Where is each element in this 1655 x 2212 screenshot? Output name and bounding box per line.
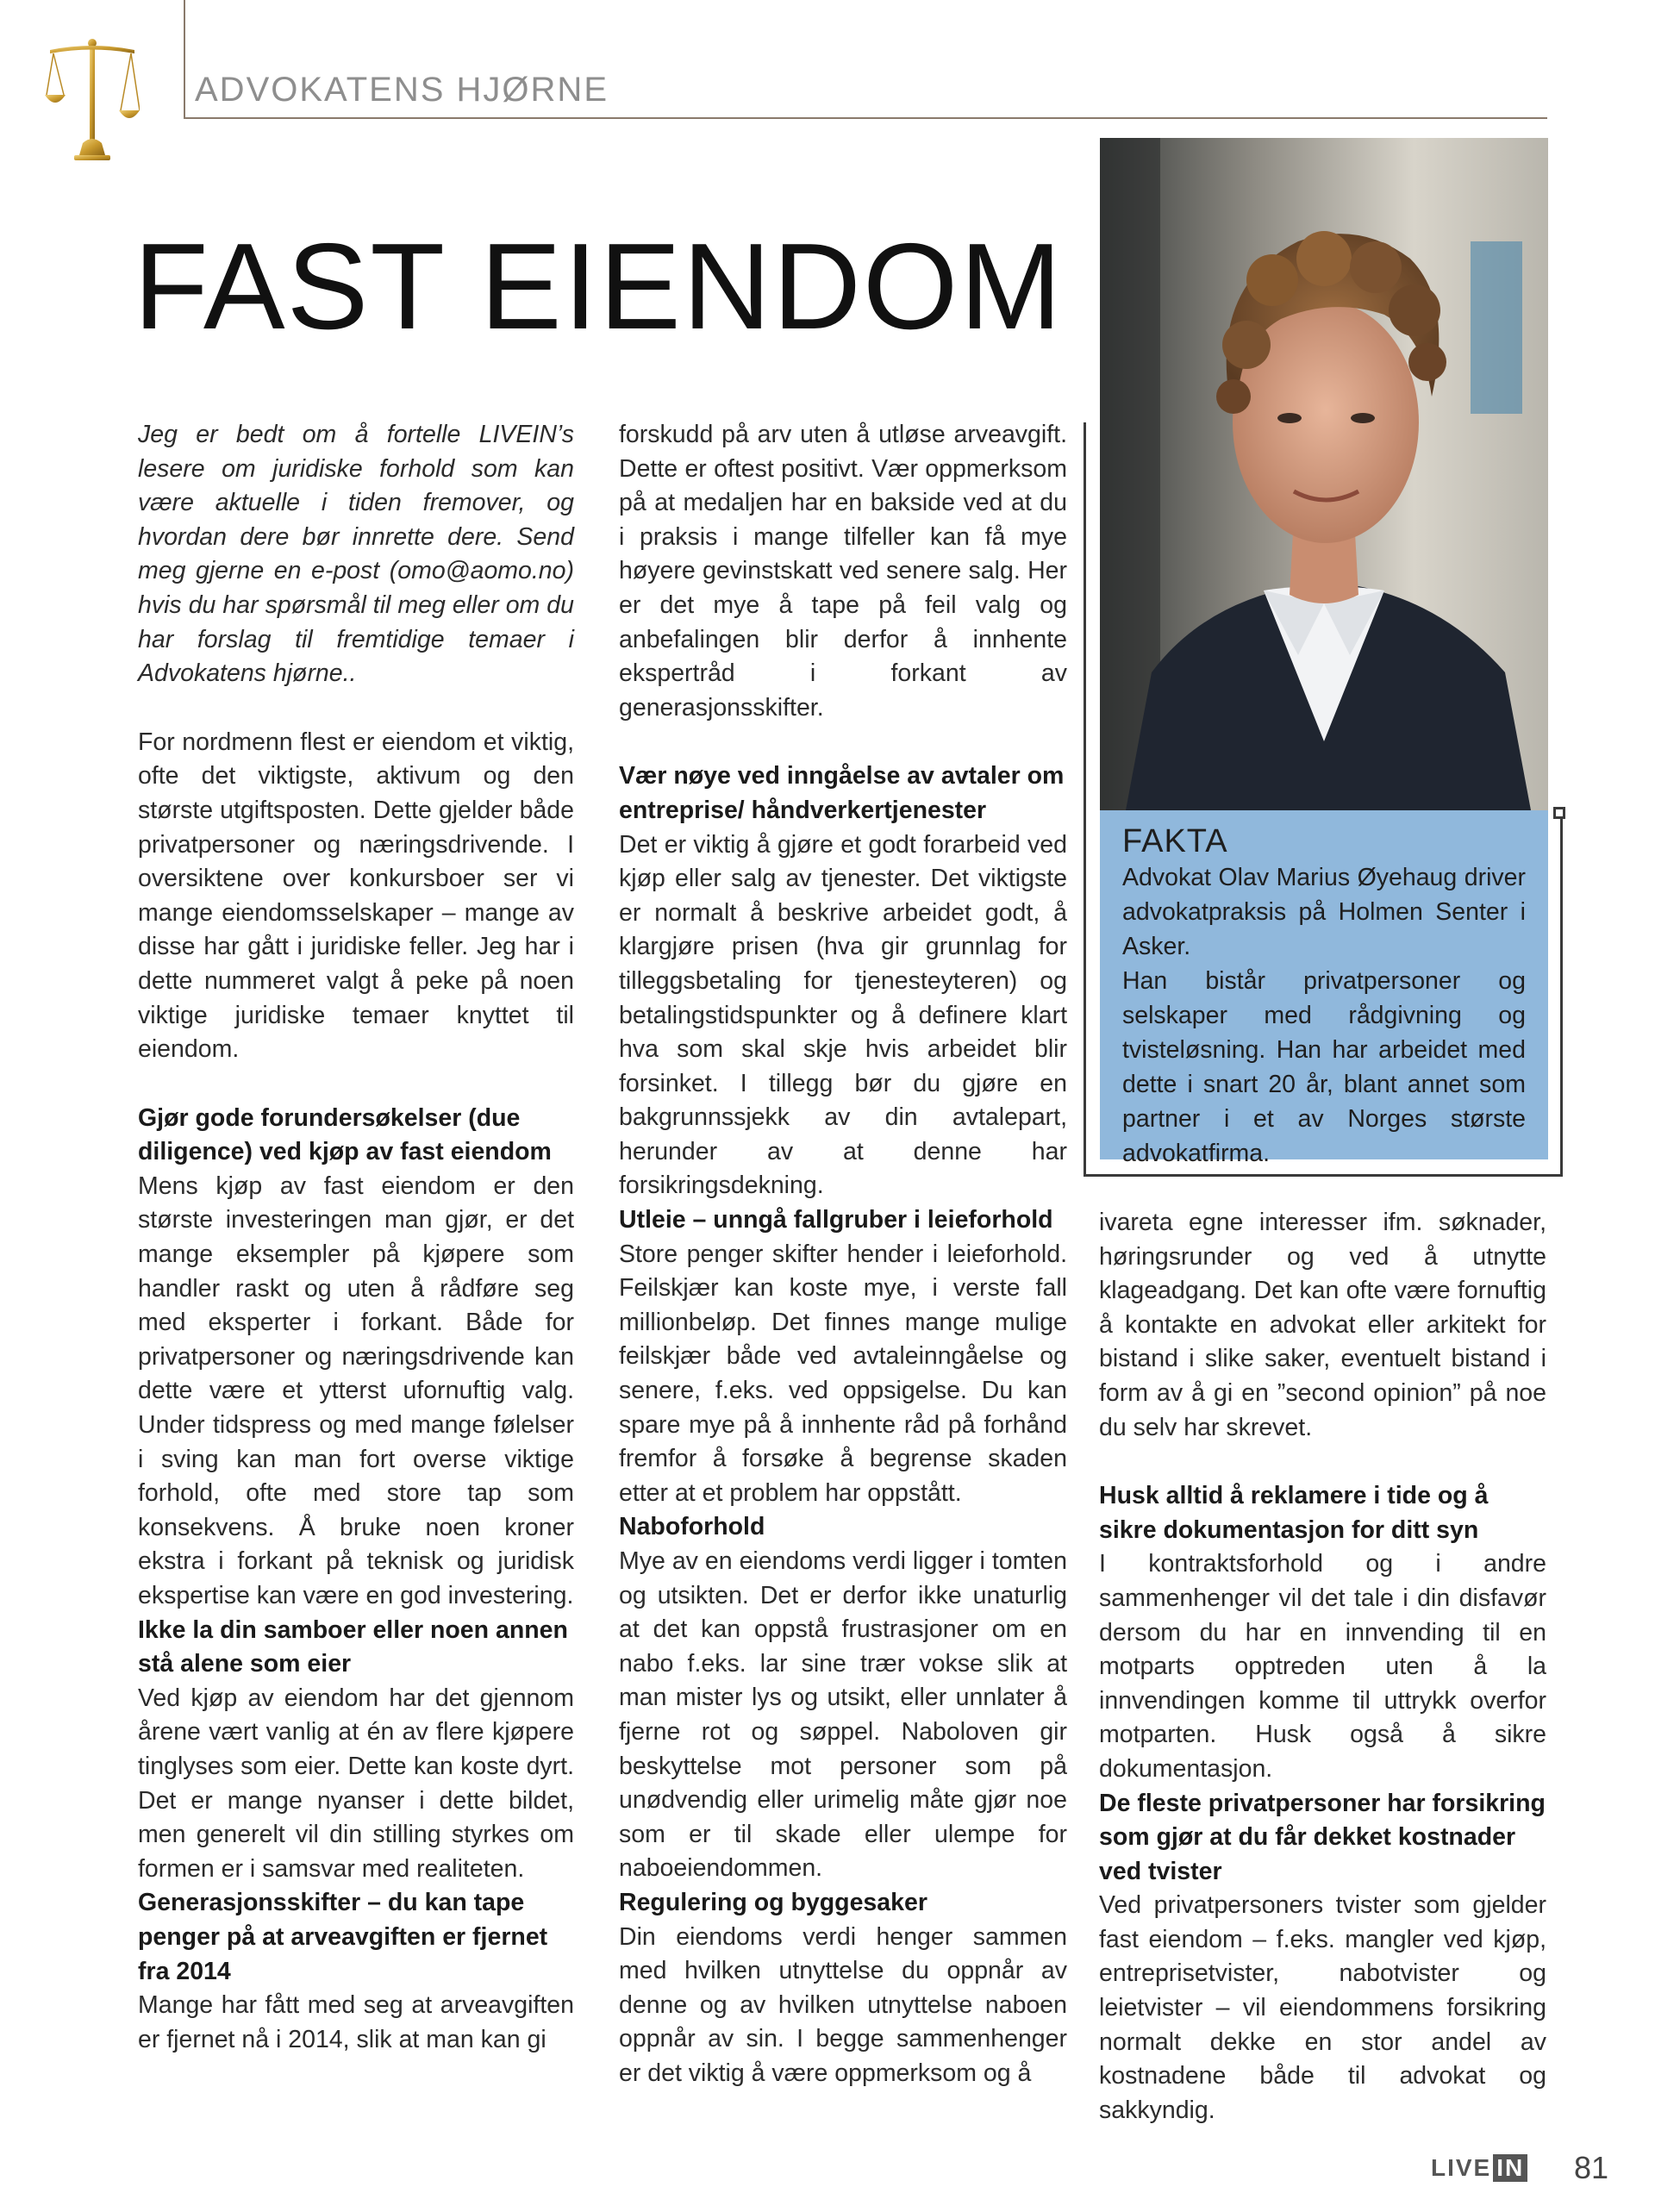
fakta-text: [1122, 860, 1526, 1171]
paragraph: For nordmenn flest er eiendom et viktig, ofte det viktigste, aktivum og den største utgiftsposten. Dette gjelder både privatpersoner og næringsdrivende. I oversiktene over konkursboer ser vi mange eiendomsselskaper – mange av disse har gått i juridiske feller. Jeg har i dette nummeret valgt å peke på noen viktige juridiske temaer knyttet til eiendom.: [138, 728, 574, 1064]
paragraph: Det er viktig å gjøre et godt forarbeid ved kjøp eller salg av tjenester. Det viktigste er normalt å beskrive arbeidet godt, å klargjøre prisen (hva gir grunnlag for tilleggsbetaling for tjenesteyteren) og betalingstidspunkter og å definere klart hva som skal skje hvis arbeidet blir forsinket. I tillegg bør du gjøre en bakgrunnssjekk av din avtalepart, herunder av at denne har forsikringsdekning.: [619, 830, 1067, 1200]
paragraph: Ved privatpersoners tvister som gjelder fast eiendom – f.eks. mangler ved kjøp, entreprisetvister, nabotvister og leietvister – vil eiendommens forsikring normalt dekke en stor andel av kostnadene både til advokat og sakkyndig.: [1099, 1891, 1546, 2124]
article-title: FAST EIENDOM: [134, 218, 1064, 355]
fakta-paragraph: Han bistår privatpersoner og selskaper med rådgivning og tvisteløsning. Han har arbeidet med dette i snart 20 år, blant annet som partner i et av Norges største advokatfirma.: [1122, 967, 1526, 1167]
paragraph: Store penger skifter hender i leieforhold. Feilskjær kan koste mye, i verste fall millionbeløp. Det finnes mange mulige feilskjær både ved avtaleinngåelse og senere, f.eks. ved oppsigelse. Du kan spare mye på å innhente råd på forhånd fremfor å forsøke å begrense skaden etter at et problem har oppstått.: [619, 1240, 1067, 1507]
bracket-corner-marker: [1553, 807, 1565, 819]
page-number: 81: [1574, 2150, 1609, 2185]
paragraph: Mens kjøp av fast eiendom er den største investeringen man gjør, er det mange eksempler på kjøpere som handler raskt og uten å rådføre seg med eksperter i forkant. Både for privatpersoner og næringsdrivende kan dette være et ytterst ufornuftig valg. Under tidspress og med mange følelser i sving kan man fort overse viktige forhold, ofte med store tap som konsekvens. Å bruke noen kroner ekstra i forkant på teknisk og juridisk ekspertise kan være en god investering.: [138, 1172, 574, 1609]
logo-live: LIVE: [1431, 2154, 1492, 2181]
paragraph: I kontraktsforhold og i andre sammenhenger vil det tale i din disfavør dersom du har en innvending til en motparts opptreden uten å la innvendingen komme til uttrykk overfor motparten. Husk også å sikre dokumentasjon.: [1099, 1550, 1546, 1783]
intro-paragraph: Jeg er bedt om å fortelle LIVEIN’s lesere om juridiske forhold som kan være aktuelle i tiden fremover, og hvordan dere bør innrette dere. Send meg gjerne en e-post (omo@aomo.no) hvis du har spørsmål til meg eller om du har forslag til fremtidige temaer i Advokatens hjørne..: [138, 421, 574, 688]
paragraph: Mye av en eiendoms verdi ligger i tomten og utsikten. Det er derfor ikke unaturlig at det kan oppstå frustrasjoner om en nabo f.eks. lar sine trær vokse slik at man mister lys og utsikt, eller unnlater å fjerne rot og søppel. Naboloven gir beskyttelse mot personer som på unødvendig eller urimelig måte gjør noe som er til skade eller ulempe for naboeiendommen.: [619, 1547, 1067, 1883]
section-title: ADVOKATENS HJØRNE: [195, 71, 609, 109]
subheading: Husk alltid å reklamere i tide og å sikre dokumentasjon for ditt syn: [1099, 1482, 1489, 1544]
paragraph: forskudd på arv uten å utløse arveavgift. Dette er oftest positivt. Vær oppmerksom på at medaljen har en bakside ved at du i praksis i mange tilfeller kan få mye høyere gevinstskatt ved senere salg. Her er det mye å tape på feil valg og anbefalingen blir derfor å innhente ekspertråd i forkant av generasjonsskifter.: [619, 421, 1067, 722]
header-horizontal-rule: [184, 117, 1547, 119]
bracket-line-bottom: [1084, 1174, 1563, 1177]
paragraph: Ved kjøp av eiendom har det gjennom årene vært vanlig at én av flere kjøpere tinglyses som eier. Dette kan koste dyrt. Det er mange nyanser i dette bildet, men generelt vil din stilling styrkes om formen er i samsvar med realiteten.: [138, 1684, 574, 1883]
subheading: De fleste privatpersoner har forsikring som gjør at du får dekket kostnader ved tvister: [1099, 1789, 1546, 1885]
subheading: Ikke la din samboer eller noen annen stå alene som eier: [138, 1615, 568, 1678]
header-vertical-rule: [184, 0, 185, 119]
livein-logo: [1431, 2155, 1527, 2181]
fakta-paragraph: Advokat Olav Marius Øyehaug driver advokatpraksis på Holmen Senter i Asker.: [1122, 864, 1526, 960]
paragraph: Din eiendoms verdi henger sammen med hvilken utnyttelse du oppnår av denne og av hvilken utnyttelse naboen oppnår av sin. I begge sammenhenger er det viktig å være oppmerksom og å: [619, 1922, 1067, 2087]
subheading: Gjør gode forundersøkelser (due diligence) ved kjøp av fast eiendom: [138, 1103, 552, 1166]
paragraph: ivareta egne interesser ifm. søknader, høringsrunder og ved å utnytte klageadgang. Det kan ofte være fornuftig å kontakte en advokat eller arkitekt for bistand i slike saker, eventuelt bistand i form av å gi en ”second opinion” på noe du selv har skrevet.: [1099, 1209, 1546, 1441]
bracket-line-right: [1560, 815, 1563, 1177]
article-column-3: [1099, 1206, 1546, 2128]
subheading: Regulering og byggesaker: [619, 1888, 927, 1916]
subheading: Vær nøye ved inngåelse av avtaler om entreprise/ håndverkertjenester: [619, 762, 1065, 824]
subheading: Utleie – unngå fallgruber i leieforhold: [619, 1206, 1053, 1234]
subheading: Naboforhold: [619, 1513, 765, 1541]
scales-of-justice-icon: [45, 34, 140, 164]
fakta-box: [1100, 810, 1548, 1167]
bracket-line-left: [1084, 422, 1086, 1175]
article-column-1: [138, 418, 574, 2057]
logo-in: IN: [1493, 2154, 1527, 2182]
fakta-title: FAKTA: [1122, 823, 1228, 859]
paragraph: Mange har fått med seg at arveavgiften er fjernet nå i 2014, slik at man kan gi: [138, 1991, 574, 2053]
subheading: Generasjonsskifter – du kan tape penger på at arveavgiften er fjernet fra 2014: [138, 1889, 548, 1985]
lawyer-portrait-photo: [1100, 138, 1548, 810]
article-column-2: [619, 418, 1067, 2091]
